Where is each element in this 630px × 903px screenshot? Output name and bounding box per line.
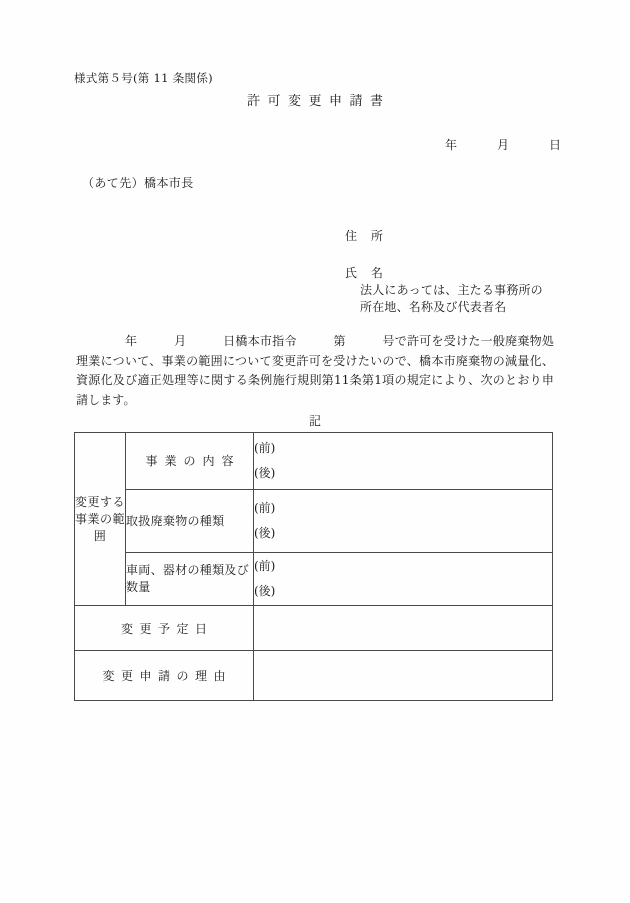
table-row [75, 553, 553, 606]
body-lead-blank: 年 月 日橋本市指令 第 号 [76, 334, 395, 348]
table-row [75, 490, 553, 553]
after-marker: (後) [254, 466, 276, 480]
applicant-note-line-1: 法人にあっては、主たる事務所の [360, 283, 543, 297]
addressee-label: （あて先）橋本市長 [82, 176, 194, 190]
ki-mark: 記 [308, 414, 321, 428]
body-paragraph [76, 332, 554, 410]
item-label-cell-vehicle [126, 553, 254, 606]
body-text: で許可を受けた一般廃棄物処理業について、事業の範囲について変更許可を受けたいので、橋本市廃棄物の減量化、資源化及び適正処理等に関する条例施行規則第11条第1項の規定により、次のとおり申請します。 [76, 334, 554, 407]
change-reason-label: 変更申請の理由 [75, 651, 254, 701]
date-entry-line: 年 月 日 [444, 138, 562, 152]
applicant-name-label: 氏 名 [345, 266, 385, 280]
table-row [75, 651, 553, 701]
item-label-cell-content [126, 433, 254, 490]
form-code-label: 様式第５号(第 11 条関係) [74, 71, 213, 85]
document-title: 許可変更申請書 [246, 94, 391, 109]
before-marker: (前) [254, 441, 276, 455]
scope-label-cell: 変更する事業の範囲 [75, 433, 126, 606]
after-marker: (後) [254, 584, 276, 598]
applicant-note-line-2: 所在地、名称及び代表者名 [360, 300, 507, 314]
table-row [75, 433, 553, 490]
item-label-cell-waste-kind [126, 490, 254, 553]
item-label-text: 車両、器材の種類及び数量 [126, 563, 250, 594]
scheduled-change-date-label: 変更予定日 [75, 606, 254, 651]
value-cell-vehicle[interactable] [254, 553, 553, 606]
scheduled-change-date-value[interactable] [254, 606, 553, 651]
table-row [75, 606, 553, 651]
after-marker: (後) [254, 526, 276, 540]
change-scope-table [74, 432, 553, 701]
value-cell-content[interactable] [254, 433, 553, 490]
before-marker: (前) [254, 501, 276, 515]
item-label-text: 事業の内容 [145, 453, 241, 468]
change-reason-value[interactable] [254, 651, 553, 701]
item-label-text: 取扱廃棄物の種類 [126, 513, 225, 528]
value-cell-waste-kind[interactable] [254, 490, 553, 553]
applicant-address-label: 住 所 [345, 229, 385, 243]
applicant-block [345, 228, 543, 316]
before-marker: (前) [254, 559, 276, 573]
